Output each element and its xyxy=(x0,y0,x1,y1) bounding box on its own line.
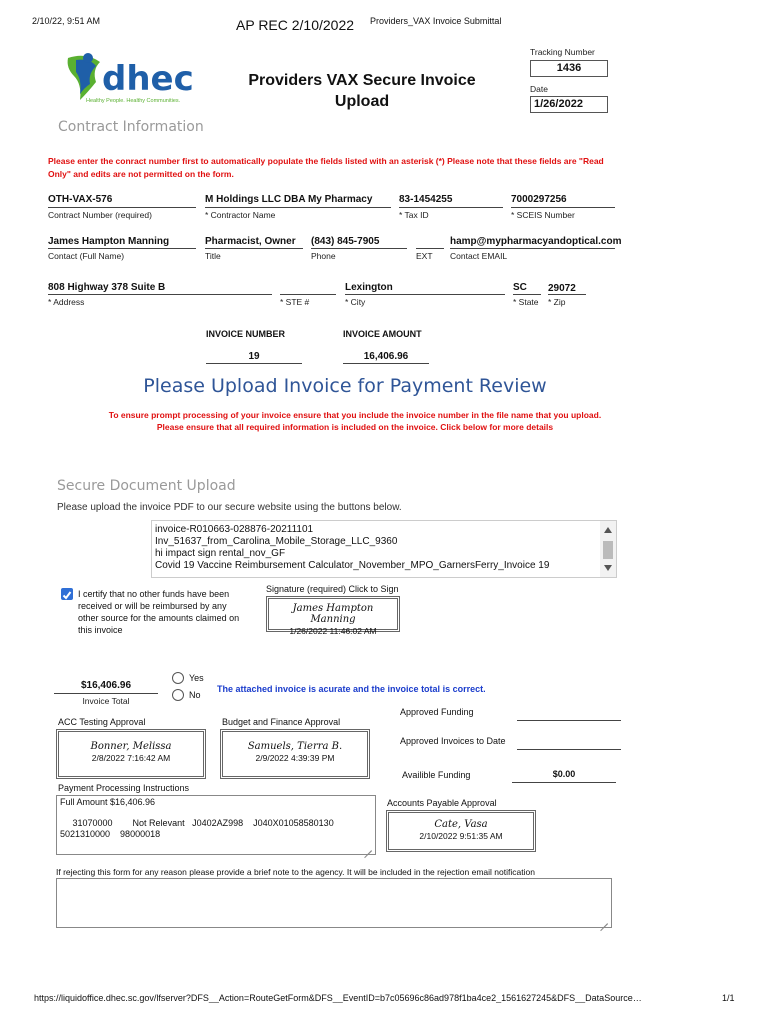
city-value: Lexington xyxy=(345,282,393,293)
signature-label: Signature (required) Click to Sign xyxy=(266,584,399,594)
contact-name-label: Contact (Full Name) xyxy=(48,251,125,261)
tax-id-value: 83-1454255 xyxy=(399,194,453,205)
email-value[interactable]: hamp@mypharmacyandoptical.com xyxy=(450,236,622,247)
city-label: * City xyxy=(345,297,366,307)
invoice-amount-label: INVOICE AMOUNT xyxy=(343,329,422,339)
signature-name: James Hampton Manning xyxy=(292,603,374,625)
acc-testing-signature-box[interactable] xyxy=(56,729,206,779)
upload-heading: Please Upload Invoice for Payment Review xyxy=(143,375,547,397)
upload-instructions: Please upload the invoice PDF to our secure website using the buttons below. xyxy=(57,502,402,513)
phone-value[interactable]: (843) 845-7905 xyxy=(311,236,380,247)
available-funding-value[interactable]: $0.00 xyxy=(552,769,576,779)
zip-value: 29072 xyxy=(548,283,576,294)
signature-timestamp: 1/26/2022 11:46:02 AM xyxy=(289,626,377,636)
title-value[interactable]: Pharmacist, Owner xyxy=(205,236,296,247)
budget-finance-label: Budget and Finance Approval xyxy=(222,717,341,727)
invoice-number-label: INVOICE NUMBER xyxy=(206,329,286,339)
address-value: 808 Highway 378 Suite B xyxy=(48,282,166,293)
acc-testing-name: Bonner, Melissa xyxy=(90,741,172,752)
contact-name-value[interactable]: James Hampton Manning xyxy=(48,236,170,247)
budget-finance-name: Samuels, Tierra B. xyxy=(247,741,343,752)
signature-box[interactable] xyxy=(266,596,400,636)
tracking-number-label: Tracking Number xyxy=(530,47,595,57)
certify-line: I certify that no other funds have been xyxy=(78,589,230,599)
file-list-scrollbar[interactable] xyxy=(600,521,616,577)
dhec-logo xyxy=(62,48,202,110)
acc-testing-label: ACC Testing Approval xyxy=(58,717,146,727)
ste-label: * STE # xyxy=(280,297,310,307)
certify-line: received or will be reimbursed by any xyxy=(78,601,227,611)
tax-id-label: * Tax ID xyxy=(399,210,429,220)
form-title-line-1: Providers VAX Secure Invoice xyxy=(248,72,476,89)
resize-handle-icon[interactable] xyxy=(600,916,608,924)
certify-line: this invoice xyxy=(78,625,123,635)
invoice-total-value[interactable]: $16,406.96 xyxy=(80,680,132,691)
acc-testing-timestamp: 2/8/2022 7:16:42 AM xyxy=(91,753,171,763)
approved-funding-label: Approved Funding xyxy=(400,707,474,717)
scroll-arrows-icon[interactable] xyxy=(600,521,616,577)
received-stamp: AP REC 2/10/2022 xyxy=(236,17,355,33)
invoice-amount-value[interactable]: 16,406.96 xyxy=(363,351,409,362)
ap-approval-name: Cate, Vasa xyxy=(434,819,488,830)
phone-label: Phone xyxy=(311,251,336,261)
invoice-total-label: Invoice Total xyxy=(82,696,130,706)
checkmark-icon xyxy=(61,589,73,601)
file-item[interactable]: Inv_51637_from_Carolina_Mobile_Storage_LLC_9360 xyxy=(155,536,398,547)
yes-radio[interactable] xyxy=(172,672,184,684)
date-field[interactable]: 1/26/2022 xyxy=(530,96,608,113)
secure-upload-heading: Secure Document Upload xyxy=(57,478,236,494)
zip-label: * Zip xyxy=(548,297,566,307)
no-radio[interactable] xyxy=(172,689,184,701)
invoice-correct-statement: The attached invoice is acurate and the invoice total is correct. xyxy=(217,684,486,694)
payment-instructions-field[interactable] xyxy=(56,795,376,855)
ap-approval-signature-box[interactable] xyxy=(386,810,536,852)
payment-line: 31070000 Not Relevant J0402AZ998 J040X01058580130 xyxy=(60,818,334,828)
no-label: No xyxy=(189,690,201,700)
contract-number-value[interactable]: OTH-VAX-576 xyxy=(48,194,113,205)
budget-finance-timestamp: 2/9/2022 4:39:39 PM xyxy=(255,753,335,763)
form-title xyxy=(222,70,502,112)
sceis-number-label: * SCEIS Number xyxy=(511,210,575,220)
document-title: Providers_VAX Invoice Submittal xyxy=(370,16,502,26)
contractor-name-label: * Contractor Name xyxy=(205,210,276,220)
form-title-line-2: Upload xyxy=(334,93,390,110)
payment-line: Full Amount $16,406.96 xyxy=(60,797,156,807)
logo-tagline: Healthy People. Healthy Communities. xyxy=(86,98,181,104)
page-number: 1/1 xyxy=(722,993,735,1003)
ext-label: EXT xyxy=(416,251,433,261)
file-item[interactable]: hi impact sign rental_nov_GF xyxy=(155,548,286,559)
uploaded-files-list[interactable] xyxy=(151,520,617,578)
budget-finance-signature-box[interactable] xyxy=(220,729,370,779)
available-funding-label: Availible Funding xyxy=(402,770,471,780)
rejection-label: If rejecting this form for any reason please provide a brief note to the agency. It will be included in the rejection email notification xyxy=(56,867,535,877)
payment-instructions-label: Payment Processing Instructions xyxy=(58,783,190,793)
approved-invoices-label: Approved Invoices to Date xyxy=(400,736,506,746)
tracking-number-field[interactable]: 1436 xyxy=(530,60,608,77)
yes-label: Yes xyxy=(189,673,204,683)
invoice-number-value[interactable]: 19 xyxy=(248,351,260,362)
certify-text xyxy=(78,588,239,636)
footer-url: https://liquidoffice.dhec.sc.gov/lfserver?DFS__Action=RouteGetForm&DFS__EventID=b7c05696c86ad978f1ba4ce2_1561627245&DFS__DataSource… xyxy=(34,993,642,1003)
file-item[interactable]: invoice-R010663-028876-20211101 xyxy=(155,524,314,535)
state-label: * State xyxy=(513,297,539,307)
svg-text:dhec: dhec xyxy=(102,59,194,99)
payment-line: 5021310000 98000018 xyxy=(60,829,161,839)
file-item[interactable]: Covid 19 Vaccine Reimbursement Calculator_November_MPO_GarnersFerry_Invoice 19 xyxy=(155,560,550,571)
state-value: SC xyxy=(513,282,527,293)
certify-checkbox[interactable] xyxy=(61,588,73,600)
rejection-note-field[interactable] xyxy=(56,878,612,928)
contract-information-heading: Contract Information xyxy=(58,119,204,135)
sceis-number-value: 7000297256 xyxy=(511,194,567,205)
date-label: Date xyxy=(530,84,548,94)
ap-approval-timestamp: 2/10/2022 9:51:35 AM xyxy=(419,831,503,841)
certify-line: other source for the amounts claimed on xyxy=(78,613,240,623)
address-label: * Address xyxy=(48,297,85,307)
title-label: Title xyxy=(205,251,221,261)
contract-notice: Please enter the conract number first to automatically populate the fields listed with an asterisk (*) Please note that these fields are "Read Only" and edits are not permitted on the form. xyxy=(48,156,604,179)
upload-notice-1: To ensure prompt processing of your invoice ensure that you include the invoice number in the file name that you upload. xyxy=(108,410,602,420)
email-label: Contact EMAIL xyxy=(450,251,508,261)
upload-notice-2: Please ensure that all required information is included on the invoice. Click below for more details xyxy=(156,422,554,432)
contract-number-label: Contract Number (required) xyxy=(48,210,152,220)
contractor-name-value: M Holdings LLC DBA My Pharmacy xyxy=(205,194,373,205)
resize-handle-icon[interactable] xyxy=(364,843,372,851)
ap-approval-label: Accounts Payable Approval xyxy=(387,798,497,808)
print-datetime: 2/10/22, 9:51 AM xyxy=(32,16,101,26)
